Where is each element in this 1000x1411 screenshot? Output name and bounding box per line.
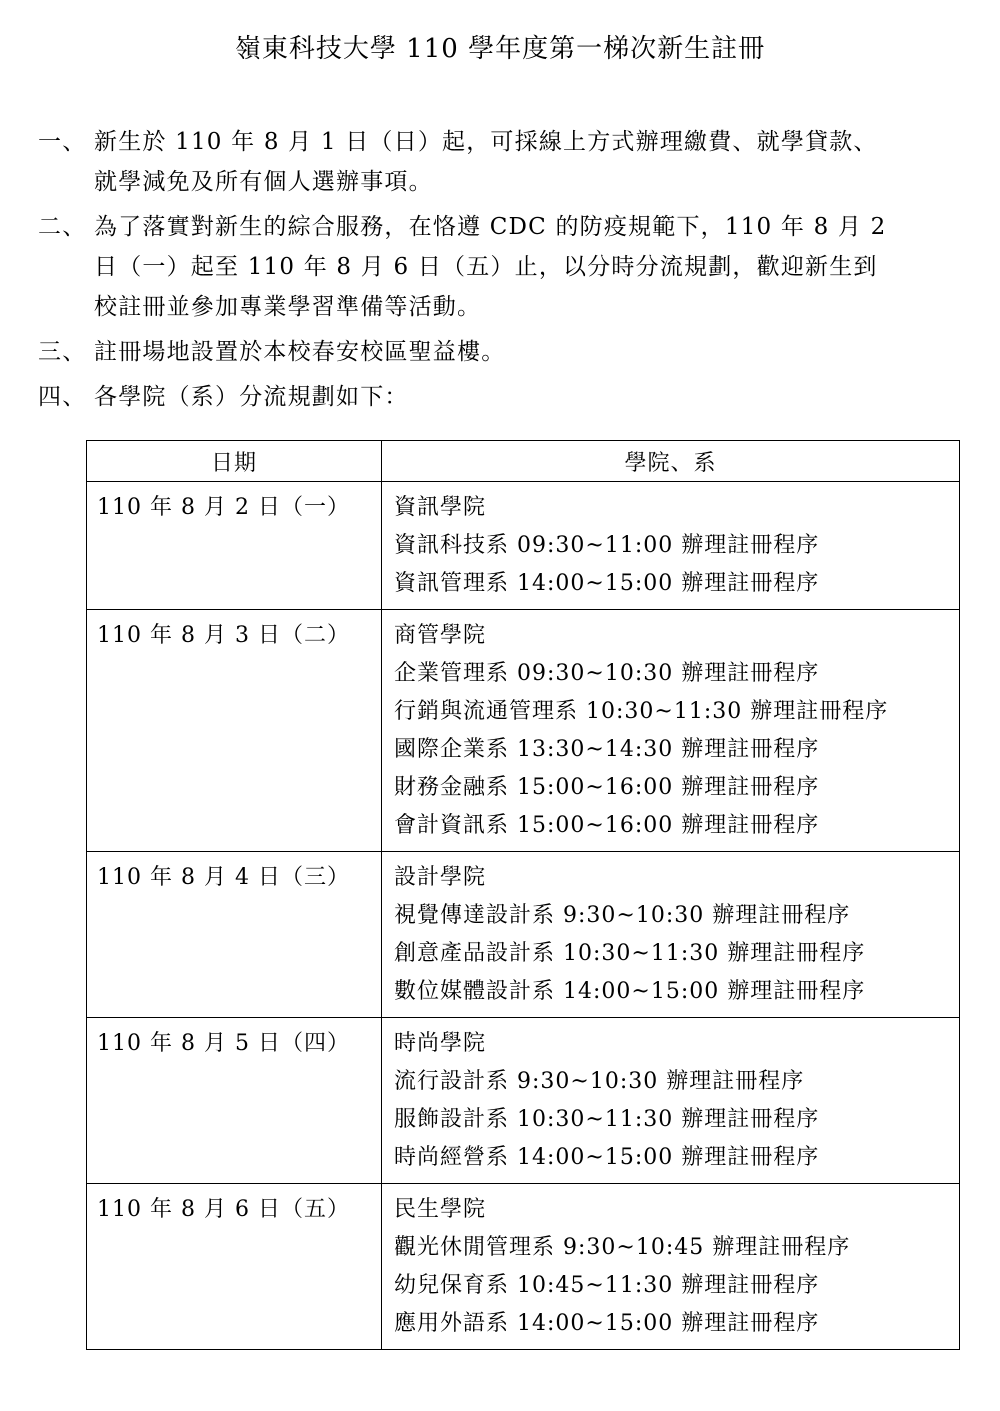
- college-name: 時尚學院: [394, 1031, 487, 1056]
- notice-item-2: [38, 207, 958, 327]
- notice-item-text: 註冊場地設置於本校春安校區聖益樓。: [94, 339, 506, 365]
- college-name: 設計學院: [394, 865, 487, 890]
- notice-item-number: 二、: [38, 214, 87, 240]
- college-cell: [382, 1018, 960, 1184]
- department-line: 會計資訊系 15:00~16:00 辦理註冊程序: [394, 813, 820, 838]
- college-cell: [382, 852, 960, 1018]
- department-line: 時尚經營系 14:00~15:00 辦理註冊程序: [394, 1145, 820, 1170]
- table-row: [87, 610, 960, 852]
- table-row: [87, 1184, 960, 1350]
- department-line: 行銷與流通管理系 10:30~11:30 辦理註冊程序: [394, 699, 889, 724]
- notice-item-text: 各學院（系）分流規劃如下：: [94, 384, 409, 410]
- college-name: 資訊學院: [394, 495, 487, 520]
- department-line: 觀光休閒管理系 9:30~10:45 辦理註冊程序: [394, 1235, 851, 1260]
- department-line: 視覺傳達設計系 9:30~10:30 辦理註冊程序: [394, 903, 851, 928]
- notice-item-3: [38, 332, 958, 372]
- notice-item-1: [38, 122, 958, 202]
- notice-item-text: 為了落實對新生的綜合服務，在恪遵 CDC 的防疫規範下，110 年 8 月 2 日（一）起至 110 年 8 月 6 日（五）止，以分時分流規劃，歡迎新生到 校註冊並參加專業學習準備等活動。: [94, 214, 887, 320]
- notice-item-text: 新生於 110 年 8 月 1 日（日）起，可採線上方式辦理繳費、就學貸款、 就學減免及所有個人選辦事項。: [94, 129, 878, 195]
- date-cell: 110 年 8 月 2 日（一）: [87, 482, 382, 610]
- department-line: 服飾設計系 10:30~11:30 辦理註冊程序: [394, 1107, 820, 1132]
- header-date: 日期: [87, 441, 382, 482]
- date-cell: 110 年 8 月 6 日（五）: [87, 1184, 382, 1350]
- notice-item-number: 三、: [38, 339, 87, 365]
- date-cell: 110 年 8 月 4 日（三）: [87, 852, 382, 1018]
- notice-item-number: 四、: [38, 384, 87, 410]
- date-cell: 110 年 8 月 5 日（四）: [87, 1018, 382, 1184]
- department-line: 資訊管理系 14:00~15:00 辦理註冊程序: [394, 571, 820, 596]
- department-line: 企業管理系 09:30~10:30 辦理註冊程序: [394, 661, 820, 686]
- document-title: 嶺東科技大學 110 學年度第一梯次新生註冊: [234, 34, 766, 64]
- college-cell: [382, 610, 960, 852]
- table-row: [87, 852, 960, 1018]
- department-line: 幼兒保育系 10:45~11:30 辦理註冊程序: [394, 1273, 820, 1298]
- department-line: 數位媒體設計系 14:00~15:00 辦理註冊程序: [394, 979, 866, 1004]
- department-line: 財務金融系 15:00~16:00 辦理註冊程序: [394, 775, 820, 800]
- department-line: 創意產品設計系 10:30~11:30 辦理註冊程序: [394, 941, 866, 966]
- college-cell: [382, 482, 960, 610]
- table-row: [87, 1018, 960, 1184]
- department-line: 資訊科技系 09:30~11:00 辦理註冊程序: [394, 533, 820, 558]
- schedule-table: [86, 440, 960, 1350]
- notice-item-number: 一、: [38, 129, 87, 155]
- header-college: 學院、系: [382, 441, 960, 482]
- notice-item-4: [38, 377, 958, 417]
- department-line: 流行設計系 9:30~10:30 辦理註冊程序: [394, 1069, 805, 1094]
- college-name: 民生學院: [394, 1197, 487, 1222]
- department-line: 應用外語系 14:00~15:00 辦理註冊程序: [394, 1311, 820, 1336]
- notice-list: [38, 122, 958, 422]
- department-line: 國際企業系 13:30~14:30 辦理註冊程序: [394, 737, 820, 762]
- college-name: 商管學院: [394, 623, 487, 648]
- table-header-row: [87, 441, 960, 482]
- date-cell: 110 年 8 月 3 日（二）: [87, 610, 382, 852]
- table-row: [87, 482, 960, 610]
- college-cell: [382, 1184, 960, 1350]
